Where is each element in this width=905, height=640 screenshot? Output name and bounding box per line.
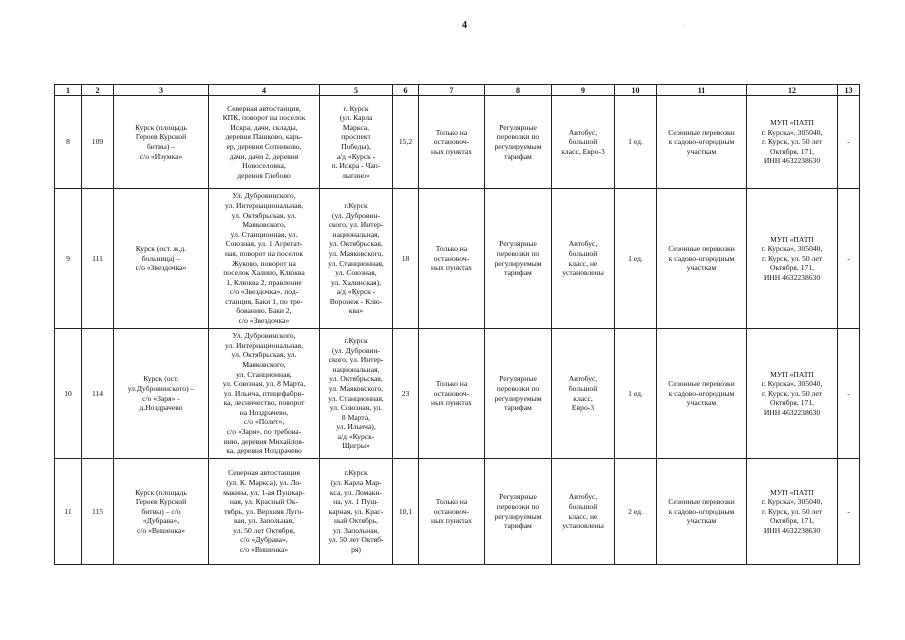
- vehicle-cell: Автобус, большой класс, не установлены: [552, 459, 615, 565]
- boarding-cell: Только на остановоч- ных пунктах: [419, 329, 485, 459]
- column-header: 2: [82, 85, 114, 96]
- column-header: 3: [114, 85, 209, 96]
- boarding-cell: Только на остановоч- ных пунктах: [419, 189, 485, 329]
- transport-type-cell: Регулярные перевозки по регулируемым тарифам: [485, 189, 552, 329]
- boarding-cell: Только на остановоч- ных пунктах: [419, 459, 485, 565]
- length-cell: 10,1: [393, 459, 419, 565]
- table-row: [55, 329, 860, 459]
- operator-cell: МУП «ПАТП г. Курска», 305040, г. Курск, ул. 50 лет Октября, 171, ИНН 4632238630: [747, 189, 838, 329]
- notes-cell: Сезонные перевозки к садово-огородным участкам: [657, 96, 747, 189]
- column-header: 1: [55, 85, 82, 96]
- transport-type-cell: Регулярные перевозки по регулируемым тарифам: [485, 459, 552, 565]
- route-number-cell: 115: [82, 459, 114, 565]
- operator-cell: МУП «ПАТП г. Курска», 305040, г. Курск, ул. 50 лет Октября, 171, ИНН 4632238630: [747, 329, 838, 459]
- column-header: 7: [419, 85, 485, 96]
- notes-cell: Сезонные перевозки к садово-огородным участкам: [657, 459, 747, 565]
- column-header: 13: [838, 85, 860, 96]
- table-row: [55, 189, 860, 329]
- boarding-cell: Только на остановоч- ных пунктах: [419, 96, 485, 189]
- route-name-cell: Курск (ост. ж.д. больница) – с/о «Звездочка»: [114, 189, 209, 329]
- notes-cell: Сезонные перевозки к садово-огородным участкам: [657, 189, 747, 329]
- extra-cell: -: [838, 329, 860, 459]
- column-header: 9: [552, 85, 615, 96]
- vehicle-count-cell: 1 ед.: [615, 189, 657, 329]
- page-number: 4: [462, 20, 467, 31]
- column-header: 6: [393, 85, 419, 96]
- streets-cell: г.Курск (ул. Дубровин- ского, ул. Интер- национальная, ул. Октябрьская, ул. Маяковского, ул. Станционная, ул. Союзная, ул. Халинская), а/д «Курск - Воронеж - Клю- ква»: [320, 189, 393, 329]
- routes-table: [54, 84, 860, 565]
- extra-cell: -: [838, 189, 860, 329]
- extra-cell: -: [838, 459, 860, 565]
- route-number-cell: 114: [82, 329, 114, 459]
- length-cell: 18: [393, 189, 419, 329]
- route-number-cell: 109: [82, 96, 114, 189]
- table-row: [55, 459, 860, 565]
- vehicle-cell: Автобус, большой класс, Евро-3: [552, 96, 615, 189]
- column-header: 12: [747, 85, 838, 96]
- stops-cell: Ул. Дубровинского, ул. Интернациональная, ул. Октябрьская, ул. Маяковского, ул. Станционная, ул. Союзная, ул. 8 Марта, ул. Ильича, птицефабри- ка, лесничество, поворот на Ноздрачево, с/о «Полет», с/о «Заря», по требова- нию, деревня Михайлов- ка, деревня Ноздрачево: [209, 329, 320, 459]
- table-row: [55, 96, 860, 189]
- stops-cell: Ул. Дубровинского, ул. Интернациональная, ул. Октябрьская, ул. Маяковского, ул. Станционная, ул. Союзная, ул. 1 Агрегат- ная, поворот на поселок Жуково, поворот на поселок Халино, Клюква 1, Клюква 2, правление с/о «Звездочка», под- станция, Баки 1, по тре- бованию, Баки 2, с/о «Звездочка»: [209, 189, 320, 329]
- row-number-cell: 10: [55, 329, 82, 459]
- route-name-cell: Курск (площадь Героев Курской битвы) – с/о «Дубрава», с/о «Вишенка»: [114, 459, 209, 565]
- vehicle-cell: Автобус, большой класс, Евро-3: [552, 329, 615, 459]
- streets-cell: г.Курск (ул. Карла Мар- кса, ул. Ломаки- на, ул. 1 Пуш- карная, ул. Крас- ный Октябрь, ул. Запольная, ул. 50 лет Октяб- ря): [320, 459, 393, 565]
- streets-cell: г. Курск (ул. Карла Маркса, проспект Победы), а/д «Курск - п. Искра - Чап- лыгино»: [320, 96, 393, 189]
- stops-cell: Северная автостанция, КПК, поворот на поселок Искра, дачи, склады, деревня Пашково, карь- ер, деревня Сотниково, дачи, дачи 2, деревня Новоселовка, деревня Глебово: [209, 96, 320, 189]
- route-number-cell: 111: [82, 189, 114, 329]
- row-number-cell: 9: [55, 189, 82, 329]
- vehicle-cell: Автобус, большой класс, не установлены: [552, 189, 615, 329]
- notes-cell: Сезонные перевозки к садово-огородным участкам: [657, 329, 747, 459]
- column-header: 11: [657, 85, 747, 96]
- row-number-cell: 8: [55, 96, 82, 189]
- header-row: [55, 85, 860, 96]
- vehicle-count-cell: 1 ед.: [615, 329, 657, 459]
- vehicle-count-cell: 1 ед.: [615, 96, 657, 189]
- column-header: 8: [485, 85, 552, 96]
- column-header: 5: [320, 85, 393, 96]
- transport-type-cell: Регулярные перевозки по регулируемым тарифам: [485, 329, 552, 459]
- extra-cell: -: [838, 96, 860, 189]
- operator-cell: МУП «ПАТП г. Курска», 305040, г. Курск, ул. 50 лет Октября, 171, ИНН 4632238630: [747, 459, 838, 565]
- route-name-cell: Курск (ост. ул.Дубровинского) – с/о «Заря» - д.Ноздрачево: [114, 329, 209, 459]
- scan-mark: .: [683, 22, 685, 28]
- transport-type-cell: Регулярные перевозки по регулируемым тарифам: [485, 96, 552, 189]
- route-name-cell: Курск (площадь Героев Курской битвы) – с/о «Изумка»: [114, 96, 209, 189]
- column-header: 4: [209, 85, 320, 96]
- stops-cell: Северная автостанция (ул. К. Маркса), ул. Ло- макина, ул. 1-ая Пушкар- ная, ул. Красный Ок- тябрь, ул. Верхняя Луго- вая, ул. Запольная, ул. 50 лет Октября, с/о «Дубрава», с/о «Вишенка»: [209, 459, 320, 565]
- length-cell: 15,2: [393, 96, 419, 189]
- operator-cell: МУП «ПАТП г. Курска», 305040, г. Курск, ул. 50 лет Октября, 171, ИНН 4632238630: [747, 96, 838, 189]
- row-number-cell: 11: [55, 459, 82, 565]
- vehicle-count-cell: 2 ед.: [615, 459, 657, 565]
- column-header: 10: [615, 85, 657, 96]
- length-cell: 23: [393, 329, 419, 459]
- streets-cell: г.Курск (ул. Дубровин- ского, ул. Интер- национальная, ул. Октябрьская, ул. Маяковского, ул. Станционная, ул. Союзная, ул. 8 Марта, ул. Ильича), а/д «Курск- Щигры»: [320, 329, 393, 459]
